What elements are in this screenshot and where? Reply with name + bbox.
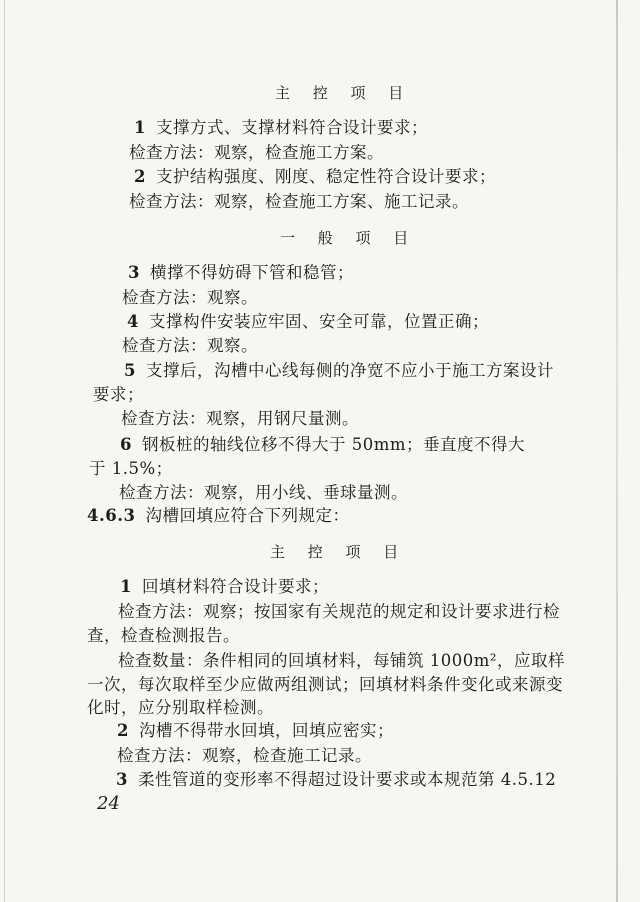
item-text: 横撑不得妨碍下管和稳管； [149, 263, 354, 282]
item-text: 支护结构强度、刚度、稳定性符合设计要求； [155, 167, 496, 186]
item-text: 回填材料符合设计要求； [141, 577, 329, 596]
check-method-4: 检查方法：观察。 [122, 336, 258, 355]
clause-4-6-3 [87, 505, 349, 527]
page-edge-right [616, 0, 618, 902]
fill-item-2 [117, 720, 394, 742]
item-text: 沟槽不得带水回填，回填应密实； [138, 721, 394, 740]
item-6-continued: 于 1.5%； [89, 459, 173, 478]
check-method-1: 检查方法：观察，检查施工方案。 [129, 143, 384, 162]
item-5 [124, 360, 554, 382]
item-number: 6 [120, 435, 132, 454]
item-number: 3 [116, 770, 128, 789]
clause-number: 4.6.3 [87, 506, 136, 525]
section-heading-general: 一 般 项 目 [280, 229, 418, 247]
item-number: 4 [127, 312, 139, 331]
page-edge-left [4, 0, 5, 902]
check-method-5: 检查方法：观察，用钢尺量测。 [121, 409, 359, 428]
item-text: 支撑构件安装应牢固、安全可靠，位置正确； [148, 312, 489, 331]
item-number: 2 [117, 721, 129, 740]
fill-check-method-2: 检查方法：观察，检查施工记录。 [117, 746, 372, 765]
item-2 [134, 166, 496, 188]
fill-item-3 [116, 769, 556, 791]
item-number: 3 [128, 263, 140, 282]
fill-check-method-1-continued: 查，检查检测报告。 [87, 626, 240, 645]
clause-text: 沟槽回填应符合下列规定： [145, 506, 350, 525]
item-6 [120, 434, 525, 456]
item-text: 支撑后，沟槽中心线每侧的净宽不应小于施工方案设计 [145, 361, 554, 380]
section-heading-main-control-2: 主 控 项 目 [270, 543, 408, 561]
check-method-6: 检查方法：观察，用小线、垂球量测。 [119, 483, 408, 502]
item-text: 钢板桩的轴线位移不得大于 50mm；垂直度不得大 [141, 435, 526, 454]
item-text: 柔性管道的变形率不得超过设计要求或本规范第 4.5.12 [137, 770, 557, 789]
item-3 [128, 262, 354, 284]
fill-check-quantity-line3: 化时，应分别取样检测。 [87, 698, 274, 717]
check-method-3: 检查方法：观察。 [122, 288, 258, 307]
fill-check-method-1: 检查方法：观察；按国家有关规范的规定和设计要求进行检 [118, 602, 560, 621]
item-number: 2 [134, 167, 146, 186]
item-number: 5 [124, 361, 136, 380]
fill-check-quantity: 检查数量：条件相同的回填材料，每铺筑 1000m²，应取样 [118, 651, 565, 670]
item-number: 1 [134, 118, 146, 137]
item-text: 支撑方式、支撑材料符合设计要求； [155, 118, 428, 137]
item-number: 1 [120, 577, 132, 596]
item-5-continued: 要求； [93, 385, 144, 404]
page-number: 24 [97, 793, 120, 814]
item-4 [127, 311, 489, 333]
section-heading-main-control-1: 主 控 项 目 [275, 84, 413, 102]
fill-item-1 [120, 576, 329, 598]
item-1 [134, 117, 428, 139]
check-method-2: 检查方法：观察，检查施工方案、施工记录。 [129, 192, 469, 211]
fill-check-quantity-line2: 一次，每次取样至少应做两组测试；回填材料条件变化或来源变 [87, 675, 563, 694]
